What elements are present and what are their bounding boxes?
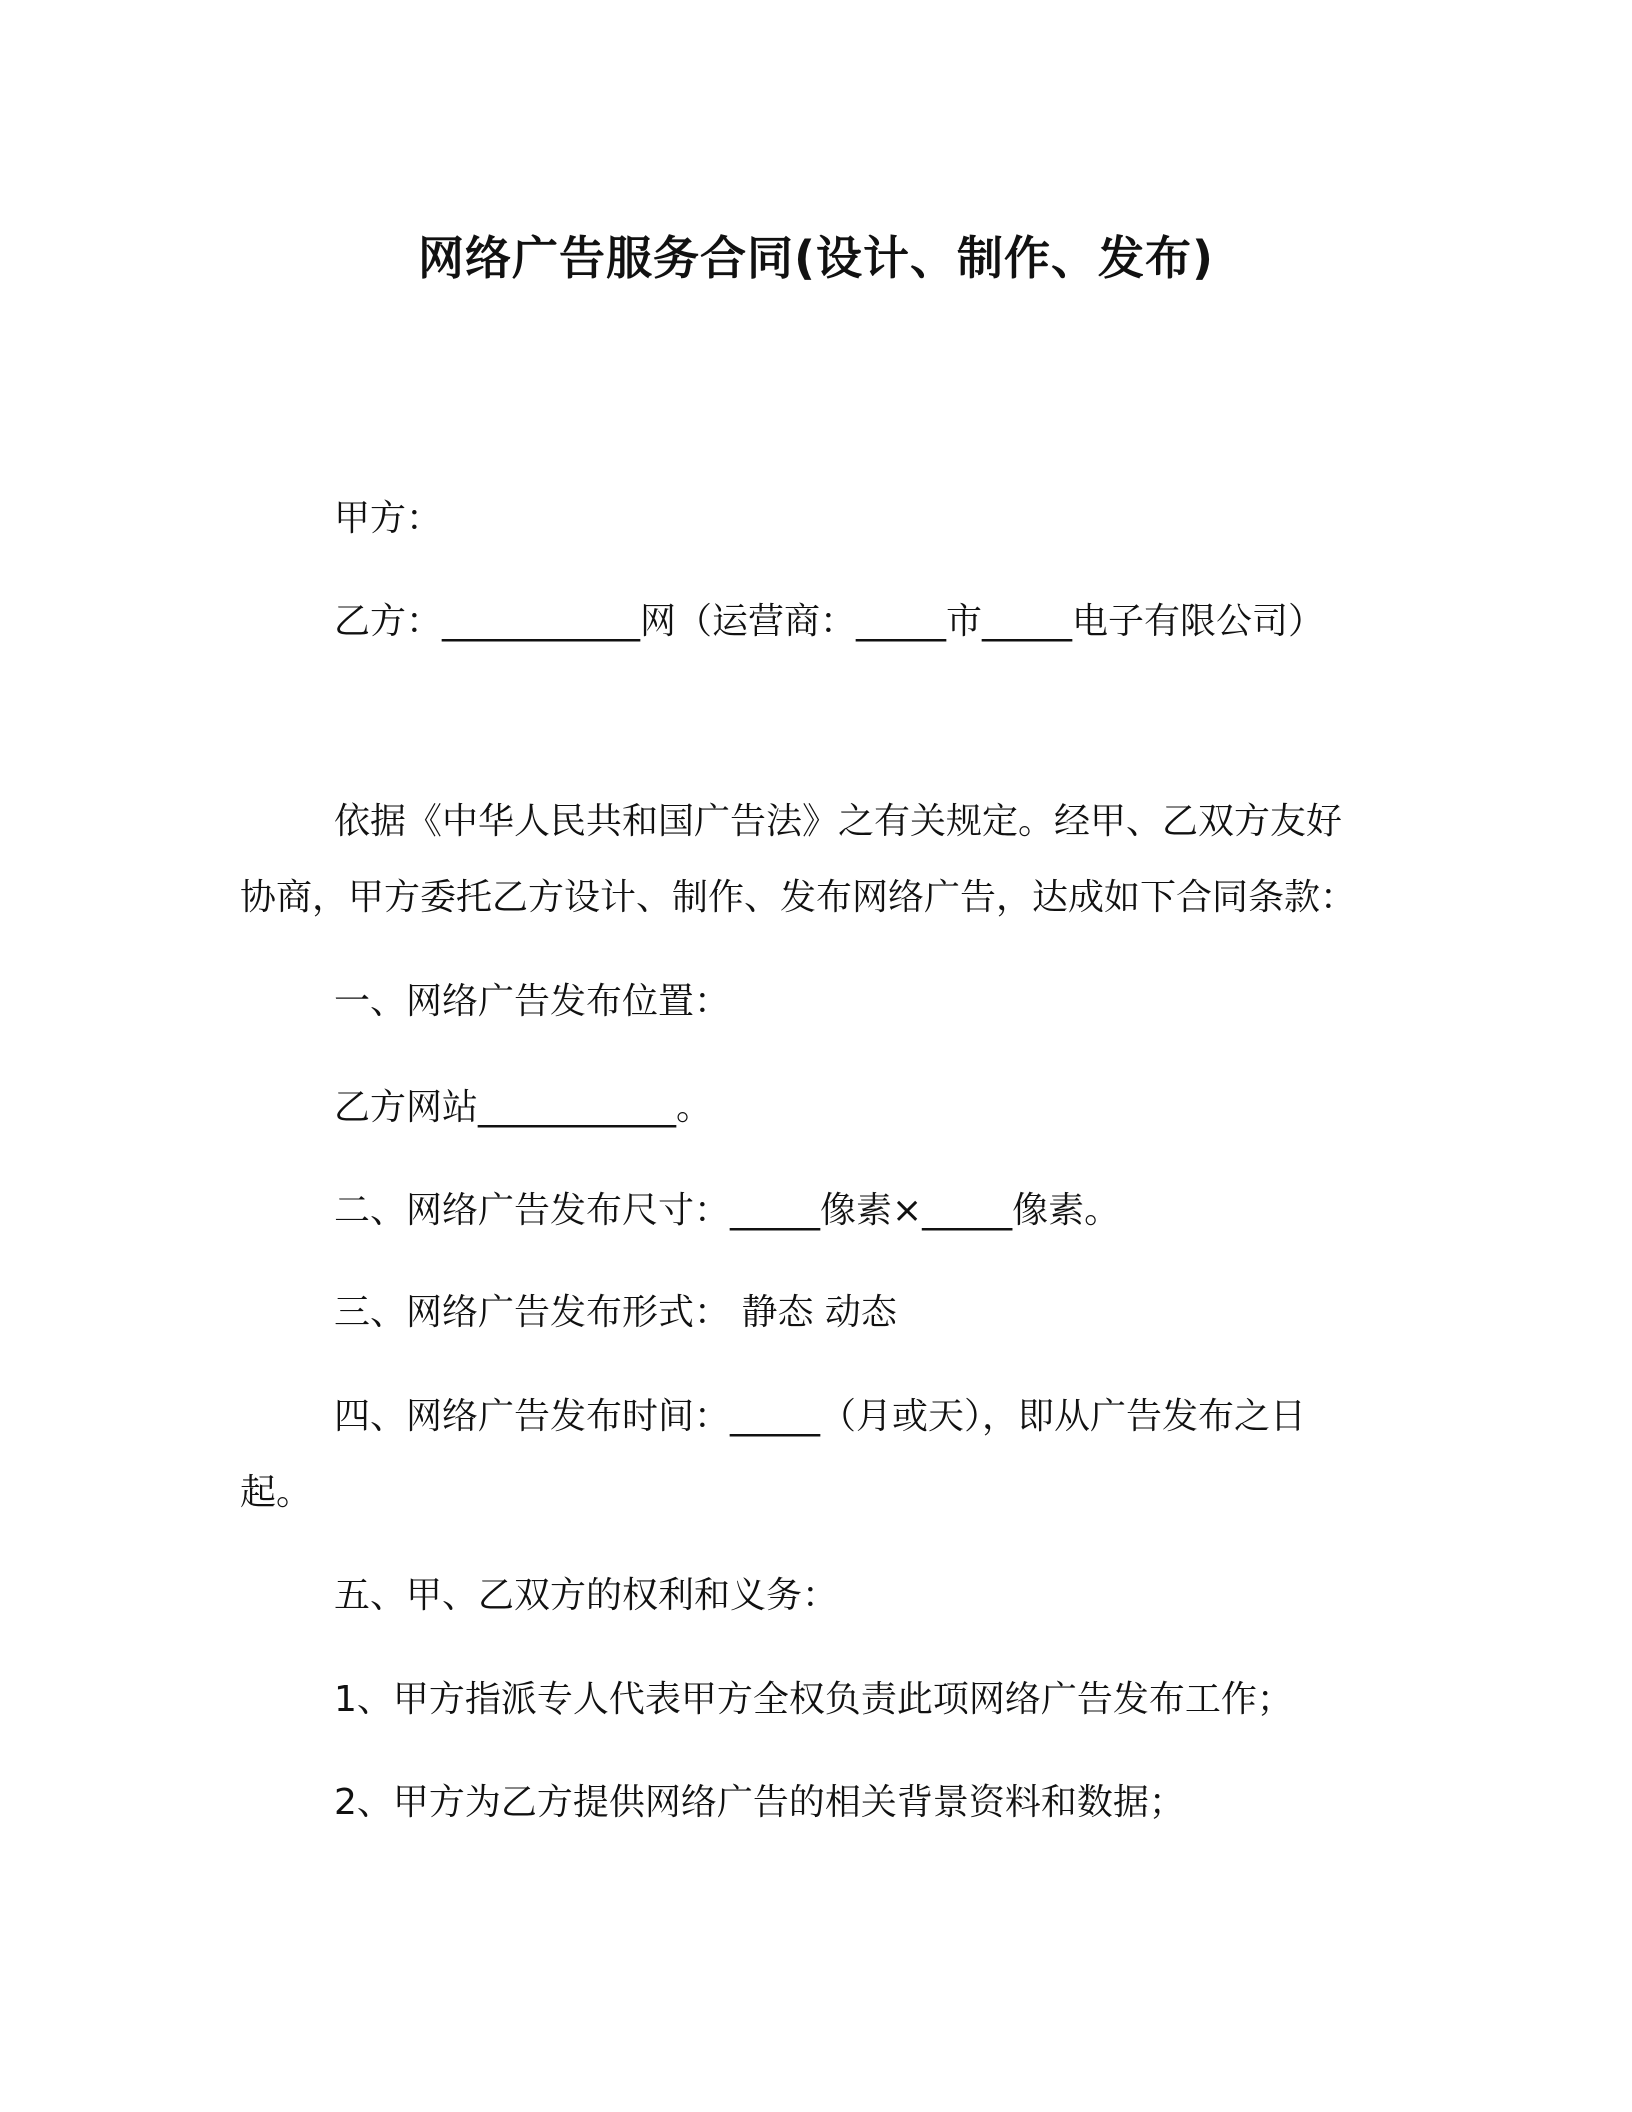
section-3: 三、网络广告发布形式： 静态 动态 (334, 1292, 897, 1333)
document-title: 网络广告服务合同(设计、制作、发布) (417, 231, 1215, 285)
section-5-heading: 五、甲、乙双方的权利和义务： (334, 1575, 839, 1616)
party-b-line: 乙方：___________网（运营商：_____市_____电子有限公司） (334, 601, 1325, 642)
section-4-line-2: 起。 (240, 1472, 313, 1513)
section-5-item-1: 1、甲方指派专人代表甲方全权负责此项网络广告发布工作； (334, 1679, 1293, 1720)
section-2: 二、网络广告发布尺寸：_____像素×_____像素。 (334, 1190, 1121, 1231)
section-1-body: 乙方网站___________。 (334, 1087, 713, 1128)
section-4-line-1: 四、网络广告发布时间：_____（月或天），即从广告发布之日 (334, 1396, 1307, 1437)
intro-paragraph-line-2: 协商，甲方委托乙方设计、制作、发布网络广告，达成如下合同条款： (240, 877, 1357, 918)
party-a-line: 甲方： (334, 498, 443, 539)
section-5-item-2: 2、甲方为乙方提供网络广告的相关背景资料和数据； (334, 1782, 1185, 1823)
section-1-heading: 一、网络广告发布位置： (334, 981, 731, 1022)
intro-paragraph-line-1: 依据《中华人民共和国广告法》之有关规定。经甲、乙双方友好 (334, 801, 1343, 842)
